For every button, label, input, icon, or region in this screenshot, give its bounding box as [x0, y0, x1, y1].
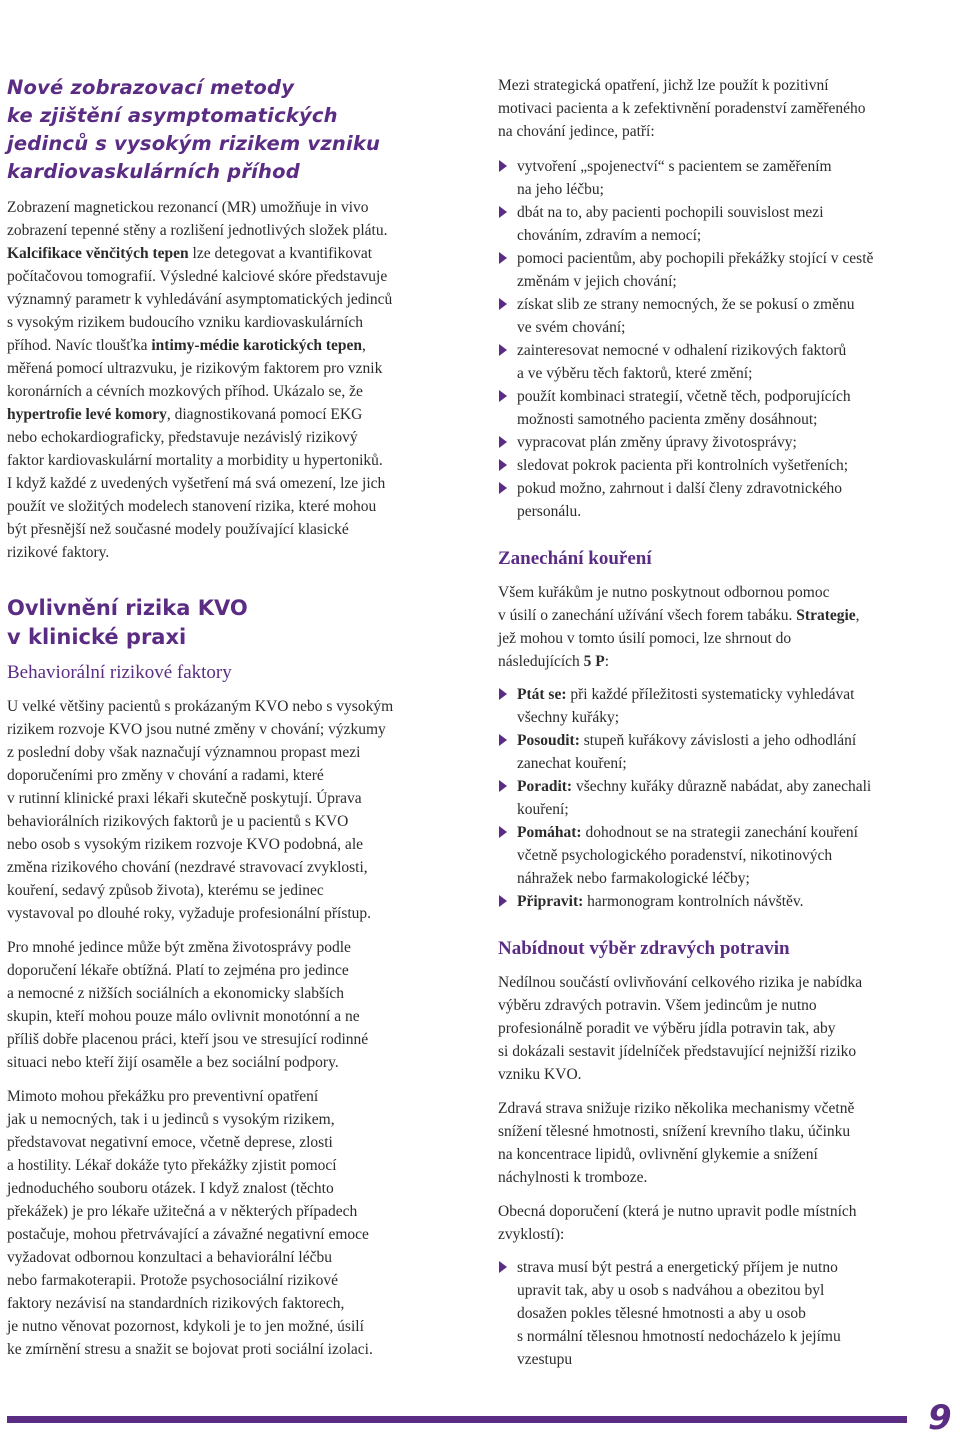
text-line: situaci nebo kteří žijí osaměle a bez sociální podpory.	[7, 1054, 339, 1071]
bullet-triangle-icon	[499, 1261, 507, 1273]
text-line: a ve výběru těch faktorů, které změní;	[517, 365, 753, 382]
bullet-triangle-icon	[499, 482, 507, 494]
list-item	[498, 683, 948, 729]
bold-term: hypertrofie levé komory	[7, 406, 167, 423]
text-line: v rutinní klinické praxi lékaři skutečně poskytují. Úprava	[7, 790, 362, 807]
section-title-imaging	[7, 74, 467, 186]
text-line: hypertrofie levé komory, diagnostikovaná pomocí EKG	[7, 406, 363, 423]
subsection-title-behavioral: Behaviorální rizikové faktory	[7, 662, 232, 683]
text-line: zainteresovat nemocné v odhalení rizikových faktorů	[517, 342, 847, 359]
bullet-triangle-icon	[499, 734, 507, 746]
text-line: nebo echokardiograficky, představuje nezávislý rizikový	[7, 429, 358, 446]
text-line: Obecná doporučení (která je nutno upravit podle místních	[498, 1203, 857, 1220]
list-item	[498, 339, 948, 385]
bold-term: Strategie	[796, 607, 856, 624]
paragraph-food-2	[498, 1097, 948, 1189]
bullet-lead-term: Pomáhat:	[517, 824, 582, 841]
text-line: a nemocné z nižších sociálních a ekonomicky slabších	[7, 985, 345, 1002]
list-5p	[498, 683, 948, 913]
text-line: vzniku KVO.	[498, 1066, 582, 1083]
text-line: jednoduchého souboru otázek. I když znalost (těchto	[7, 1180, 334, 1197]
text-line: ke zmírnění stresu a snažit se bojovat proti sociální izolaci.	[7, 1341, 373, 1358]
paragraph-behavioral-1	[7, 695, 467, 925]
text-line: snížení tělesné hmotnosti, snížení krevního tlaku, účinku	[498, 1123, 851, 1140]
text-line: zobrazení tepenné stěny a rozlišení jednotlivých složek plátu.	[7, 222, 388, 239]
text-line: z poslední doby však naznačují významnou propast mezi	[7, 744, 361, 761]
text-line: měřená pomocí ultrazvuku, je rizikovým faktorem pro vznik	[7, 360, 383, 377]
list-item	[498, 431, 948, 454]
text-line: faktor kardiovaskulární mortality a morbidity u hypertoniků.	[7, 452, 383, 469]
text-line: náchylnosti k tromboze.	[498, 1169, 648, 1186]
subsection-title-food: Nabídnout výběr zdravých potravin	[498, 938, 790, 959]
bullet-lead-term: Připravit:	[517, 893, 584, 910]
page-number: 9	[928, 1398, 952, 1438]
bullet-triangle-icon	[499, 688, 507, 700]
bold-term: 5 P	[583, 653, 605, 670]
text-line: všechny kuřáky;	[517, 709, 620, 726]
text-line: nebo osob s vysokým rizikem rozvoje KVO podobná, ale	[7, 836, 364, 853]
text-line: zvyklostí):	[498, 1226, 565, 1243]
paragraph-behavioral-3	[7, 1085, 467, 1361]
footer-bar	[7, 1416, 907, 1423]
text-line: dbát na to, aby pacienti pochopili souvislost mezi	[517, 204, 824, 221]
title-line: jedinců s vysokým rizikem vzniku	[7, 132, 381, 155]
bullet-triangle-icon	[499, 826, 507, 838]
text-line: změnám v jejich chování;	[517, 273, 677, 290]
text-line: rizikové faktory.	[7, 544, 110, 561]
title-line: Ovlivnění rizika KVO	[7, 596, 248, 620]
text-line: je nutno věnovat pozornost, kdykoli je to jen možné, úsilí	[7, 1318, 364, 1335]
text-line: výběru zdravých potravin. Všem jedincům je nutno	[498, 997, 817, 1014]
text-line: být přesnější než současné modely používající klasické	[7, 521, 349, 538]
text-line: počítačovou tomografií. Výsledné kalciové skóre představuje	[7, 268, 388, 285]
text-line: vypracovat plán změny úpravy životosprávy;	[517, 434, 797, 451]
bullet-triangle-icon	[499, 160, 507, 172]
list-item	[498, 821, 948, 890]
text-line: ve svém chování;	[517, 319, 626, 336]
list-item	[498, 1256, 948, 1371]
title-line: kardiovaskulárních příhod	[7, 160, 300, 183]
bullet-triangle-icon	[499, 390, 507, 402]
text-line: pomoci pacientům, aby pochopili překážky stojící v cestě	[517, 250, 874, 267]
text-line: Zobrazení magnetickou rezonancí (MR) umožňuje in vivo	[7, 199, 369, 216]
text-line: U velké většiny pacientů s prokázaným KVO nebo s vysokým	[7, 698, 394, 715]
text-line: pokud možno, zahrnout i další členy zdravotnického	[517, 480, 842, 497]
text-line: s vysokým rizikem budoucího vzniku kardiovaskulárních	[7, 314, 364, 331]
text-line: možnosti samotného pacienta změny dosáhnout;	[517, 411, 818, 428]
paragraph-behavioral-2	[7, 936, 467, 1074]
title-line: v klinické praxi	[7, 625, 187, 649]
text-line: dosažen pokles tělesné hmotnosti a aby u osob	[517, 1305, 806, 1322]
text-line: kouření, sedavý způsob života), kterému se jedinec	[7, 882, 324, 899]
right-column	[498, 74, 948, 1371]
list-item	[498, 293, 948, 339]
text-line: náhražek nebo farmakologické léčby;	[517, 870, 750, 887]
text-line: motivaci pacienta a k zefektivnění poradenství zaměřeného	[498, 100, 866, 117]
title-line: ke zjištění asymptomatických	[7, 104, 338, 127]
text-line: zanechat kouření;	[517, 755, 627, 772]
text-line: Zdravá strava snižuje riziko několika mechanismy včetně	[498, 1100, 855, 1117]
text-line: na jeho léčbu;	[517, 181, 604, 198]
text-line: I když každé z uvedených vyšetření má svá omezení, lze jich	[7, 475, 386, 492]
paragraph-smoking	[498, 581, 948, 673]
text-line: následujících 5 P:	[498, 653, 610, 670]
text-line: profesionálně poradit ve výběru jídla potravin tak, aby	[498, 1020, 836, 1037]
text-line: vzestupu	[517, 1351, 573, 1368]
text-line: postačuje, mohou přetrvávající a závažné negativní emoce	[7, 1226, 369, 1243]
bullet-triangle-icon	[499, 206, 507, 218]
list-item	[498, 729, 948, 775]
text-line: Ptát se: při každé příležitosti systematicky vyhledávat	[517, 686, 855, 703]
text-line: Kalcifikace věnčitých tepen lze detegovat a kvantifikovat	[7, 245, 372, 262]
text-line: vytvoření „spojenectví“ s pacientem se zaměřením	[517, 158, 832, 175]
paragraph-food-3	[498, 1200, 948, 1246]
text-line: personálu.	[517, 503, 582, 520]
text-line: koronárních a cévních mozkových příhod. Ukázalo se, že	[7, 383, 363, 400]
paragraph-strategies-intro	[498, 74, 948, 143]
list-strategies	[498, 155, 948, 523]
bold-term: intimy-médie karotických tepen	[151, 337, 363, 354]
text-line: doporučeními pro změny v chování a radami, které	[7, 767, 324, 784]
list-item	[498, 477, 948, 523]
list-item	[498, 775, 948, 821]
text-line: Pomáhat: dohodnout se na strategii zanechání kouření	[517, 824, 858, 841]
list-food-recommendations	[498, 1256, 948, 1371]
list-item	[498, 385, 948, 431]
title-line: Nové zobrazovací metody	[7, 76, 295, 99]
bullet-triangle-icon	[499, 252, 507, 264]
paragraph-food-1	[498, 971, 948, 1086]
text-line: skupin, kteří mohou pouze málo ovlivnit monotónní a ne	[7, 1008, 360, 1025]
bullet-triangle-icon	[499, 298, 507, 310]
text-line: Pro mnohé jedince může být změna životosprávy podle	[7, 939, 351, 956]
text-line: Mezi strategická opatření, jichž lze použít k pozitivní	[498, 77, 829, 94]
text-line: vystavoval po dlouhé roky, vyžaduje profesionální přístup.	[7, 905, 372, 922]
text-line: změna rizikového chování (nezdravé stravovací zvyklosti,	[7, 859, 368, 876]
text-line: Poradit: všechny kuřáky důrazně nabádat, aby zanechali	[517, 778, 872, 795]
bullet-lead-term: Ptát se:	[517, 686, 567, 703]
text-line: na koncentrace lipidů, ovlivnění glykemie a snížení	[498, 1146, 818, 1163]
list-item	[498, 247, 948, 293]
text-line: překážek) je pro lékaře užitečná a v některých případech	[7, 1203, 358, 1220]
section-title-risk-influence	[7, 594, 467, 652]
text-line: Připravit: harmonogram kontrolních návštěv.	[517, 893, 804, 910]
text-line: behaviorálních rizikových faktorů je u pacientů s KVO	[7, 813, 349, 830]
text-line: významný parametr k vyhledávání asymptomatických jedinců	[7, 291, 393, 308]
text-line: si dokázali sestavit jídelníček představující nejnižší riziko	[498, 1043, 857, 1060]
text-line: faktory nezávisí na standardních rizikových faktorech,	[7, 1295, 345, 1312]
text-line: s normální tělesnou hmotností nedocházelo k jejímu	[517, 1328, 841, 1345]
text-line: upravit tak, aby u osob s nadváhou a obezitou byl	[517, 1282, 825, 1299]
bold-term: Kalcifikace věnčitých tepen	[7, 245, 189, 262]
bullet-triangle-icon	[499, 436, 507, 448]
text-line: příliš dobře placenou práci, kteří jsou ve stresující rodinné	[7, 1031, 369, 1048]
paragraph-imaging	[7, 196, 467, 564]
text-line: představovat negativní emoce, včetně deprese, zlosti	[7, 1134, 333, 1151]
text-line: strava musí být pestrá a energetický příjem je nutno	[517, 1259, 838, 1276]
text-line: Mimoto mohou překážku pro preventivní opatření	[7, 1088, 319, 1105]
text-line: chováním, zdravím a nemocí;	[517, 227, 702, 244]
list-item	[498, 454, 948, 477]
text-line: vyžadovat odbornou konzultaci a behaviorální léčbu	[7, 1249, 332, 1266]
text-line: nebo farmakoterapii. Protože psychosociální rizikové	[7, 1272, 338, 1289]
text-line: Posoudit: stupeň kuřákovy závislosti a jeho odhodlání	[517, 732, 857, 749]
left-column	[7, 74, 467, 1361]
text-line: Všem kuřákům je nutno poskytnout odbornou pomoc	[498, 584, 830, 601]
text-line: kouření;	[517, 801, 569, 818]
bullet-triangle-icon	[499, 895, 507, 907]
text-line: doporučení lékaře obtížná. Platí to zejména pro jedince	[7, 962, 349, 979]
text-line: na chování jedince, patří:	[498, 123, 655, 140]
text-line: jež mohou v tomto úsilí pomoci, lze shrnout do	[498, 630, 792, 647]
text-line: použít ve složitých modelech stanovení rizika, které mohou	[7, 498, 377, 515]
text-line: včetně psychologického poradenství, nikotinových	[517, 847, 833, 864]
text-line: příhod. Navíc tloušťka intimy-médie karotických tepen,	[7, 337, 366, 354]
text-line: jak u nemocných, tak i u jedinců s vysokým rizikem,	[7, 1111, 335, 1128]
text-line: rizikem rozvoje KVO jsou nutné změny v chování; výzkumy	[7, 721, 386, 738]
text-line: a hostility. Lékař dokáže tyto překážky zjistit pomocí	[7, 1157, 337, 1174]
text-line: získat slib ze strany nemocných, že se pokusí o změnu	[517, 296, 855, 313]
text-line: sledovat pokrok pacienta při kontrolních vyšetřeních;	[517, 457, 849, 474]
bullet-triangle-icon	[499, 344, 507, 356]
text-line: v úsilí o zanechání užívání všech forem tabáku. Strategie,	[498, 607, 860, 624]
text-line: Nedílnou součástí ovlivňování celkového rizika je nabídka	[498, 974, 863, 991]
text-line: použít kombinaci strategií, včetně těch, podporujících	[517, 388, 851, 405]
bullet-lead-term: Poradit:	[517, 778, 573, 795]
list-item	[498, 890, 948, 913]
subsection-title-smoking: Zanechání kouření	[498, 548, 652, 569]
list-item	[498, 155, 948, 201]
list-item	[498, 201, 948, 247]
bullet-triangle-icon	[499, 459, 507, 471]
bullet-triangle-icon	[499, 780, 507, 792]
bullet-lead-term: Posoudit:	[517, 732, 580, 749]
